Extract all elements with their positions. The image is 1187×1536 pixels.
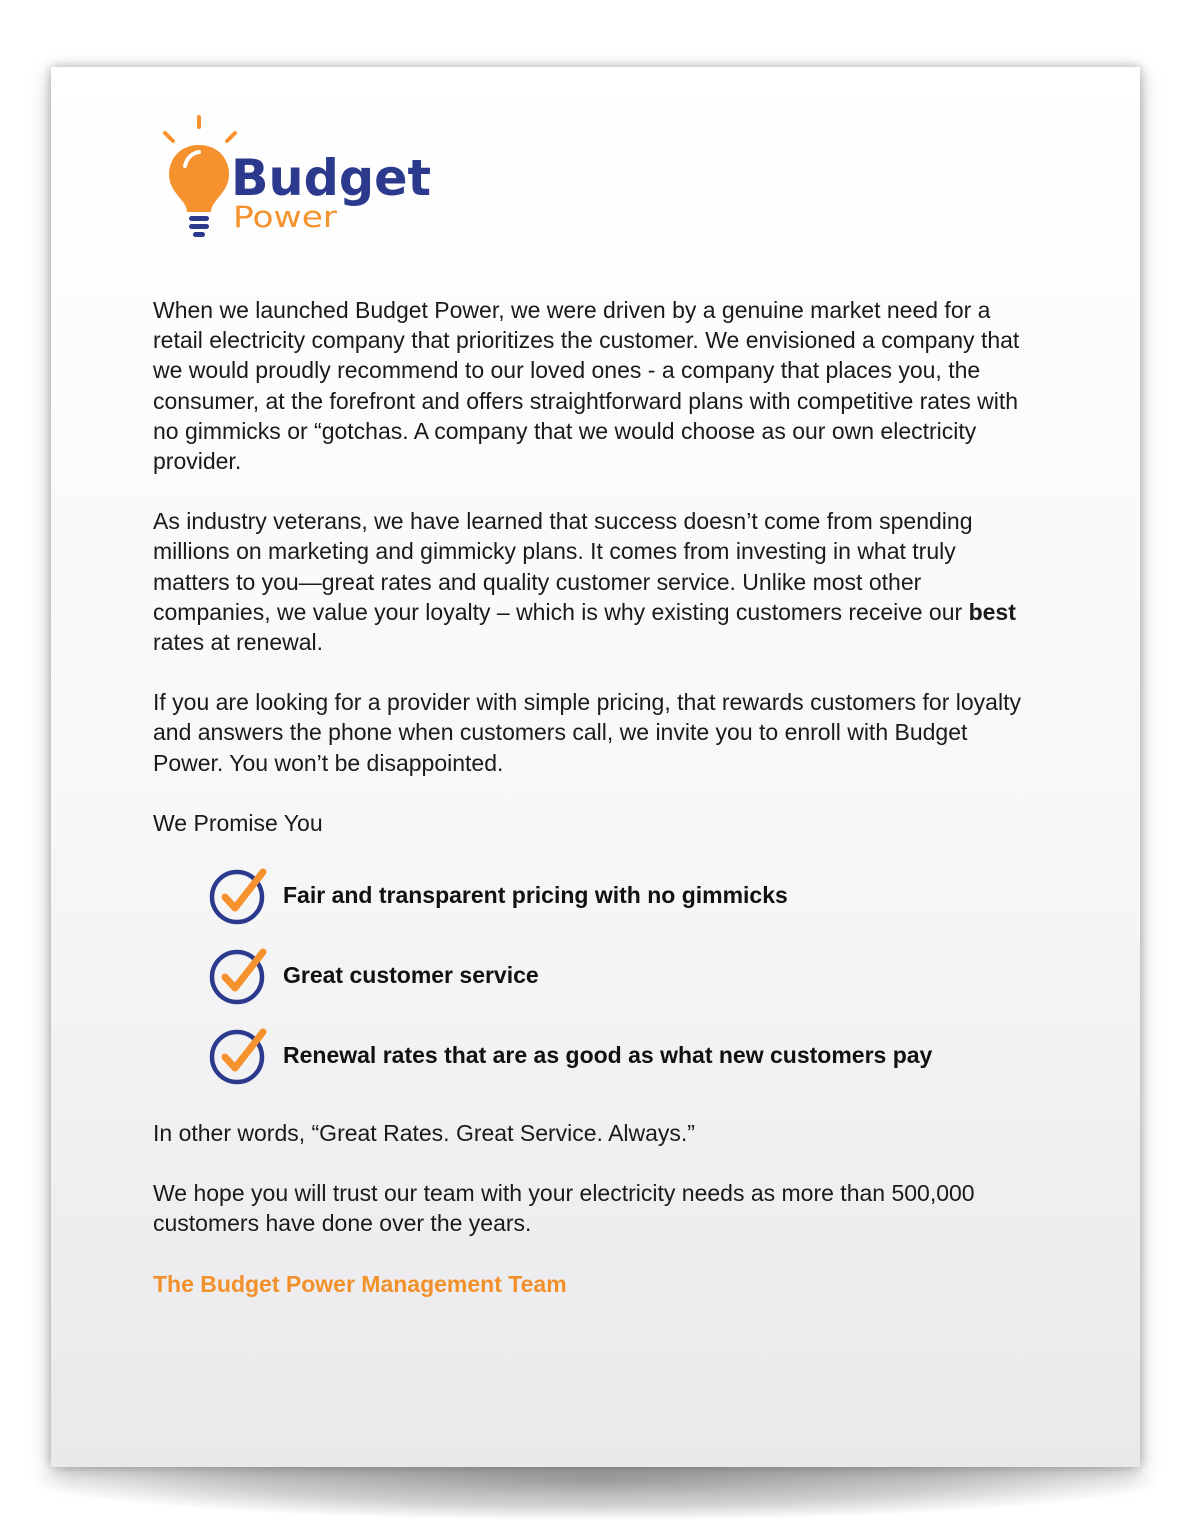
lightbulb-icon bbox=[169, 145, 229, 237]
checkmark-circle-icon bbox=[209, 944, 271, 1006]
checkmark-circle-icon bbox=[209, 864, 271, 926]
promise-item bbox=[209, 944, 1033, 1006]
logo-word-budget: Budget bbox=[231, 149, 431, 207]
paragraph-veterans-end: rates at renewal. bbox=[153, 629, 324, 656]
paragraph-invite: If you are looking for a provider with simple pricing, that rewards customers for loyalty and answers the phone when customers call, we invite you to enroll with Budget Power. You won’t be disappointed. bbox=[153, 689, 1021, 776]
paragraph-veterans-main: As industry veterans, we have learned that success doesn’t come from spending millions on marketing and gimmicky plans. It comes from investing in what truly matters to you—great rates and quality customer service. Unlike most other companies, we value your loyalty – which is why existing customers receive our bbox=[153, 508, 973, 625]
promise-item bbox=[209, 1024, 1033, 1086]
promise-text: Fair and transparent pricing with no gimmicks bbox=[283, 881, 788, 908]
lightbulb-rays-icon bbox=[165, 117, 235, 141]
signature: The Budget Power Management Team bbox=[153, 1270, 567, 1297]
budget-power-logo bbox=[155, 111, 445, 241]
promise-text: Renewal rates that are as good as what new customers pay bbox=[283, 1041, 933, 1068]
checkmark-circle-icon bbox=[209, 1024, 271, 1086]
promise-heading: We Promise You bbox=[153, 809, 323, 836]
promise-item bbox=[209, 864, 1033, 926]
logo-word-power: Power bbox=[233, 200, 338, 234]
letter-page bbox=[51, 67, 1140, 1467]
paragraph-tagline: In other words, “Great Rates. Great Service. Always.” bbox=[153, 1120, 695, 1147]
paragraph-trust: We hope you will trust our team with your electricity needs as more than 500,000 customers have done over the years. bbox=[153, 1180, 975, 1237]
promise-list bbox=[153, 864, 1033, 1086]
paragraph-veterans-bold: best bbox=[968, 598, 1016, 625]
promise-text: Great customer service bbox=[283, 961, 539, 988]
paragraph-veterans bbox=[153, 506, 1033, 657]
letter-body bbox=[153, 295, 1033, 1329]
paragraph-intro: When we launched Budget Power, we were driven by a genuine market need for a retail electricity company that prioritizes the customer. We envisioned a company that we would proudly recommend to our loved ones - a company that places you, the consumer, at the forefront and offers straightforward plans with competitive rates with no gimmicks or “gotchas. A company that we would choose as our own electricity provider. bbox=[153, 297, 1020, 475]
